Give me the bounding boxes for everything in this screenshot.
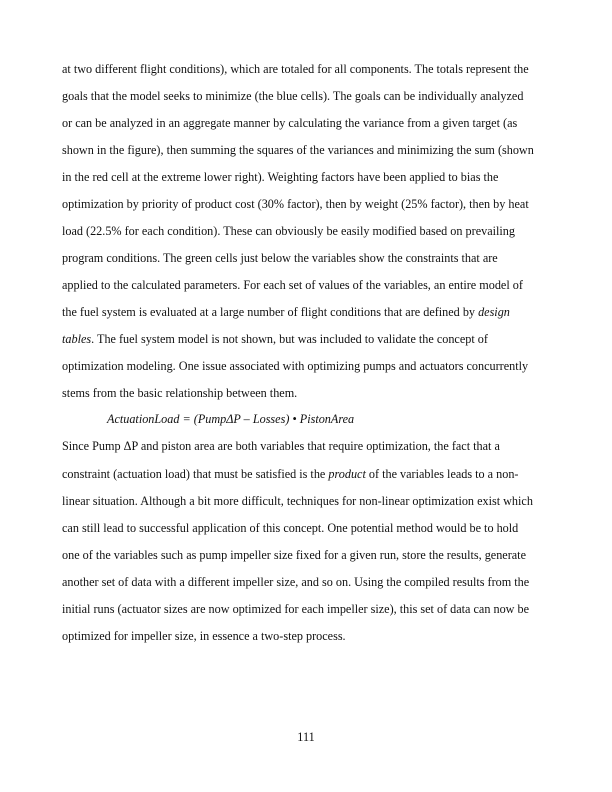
text-line: applied to the calculated parameters. For each set of values of the variables, an entire model of — [62, 278, 523, 292]
text-line: goals that the model seeks to minimize (the blue cells). The goals can be individually analyzed — [62, 89, 524, 103]
text-line: optimized for impeller size, in essence a two-step process. — [62, 629, 346, 643]
text-line — [62, 467, 518, 481]
text-span: the fuel system is evaluated at a large number of flight conditions that are defined by — [62, 305, 479, 319]
emphasis-product: product — [328, 467, 366, 481]
text-line: Since Pump ΔP and piston area are both variables that require optimization, the fact that a — [62, 439, 500, 453]
text-line: can still lead to successful application of this concept. One potential method would be to hold — [62, 521, 519, 535]
page-number: 111 — [297, 730, 315, 744]
text-line: optimization modeling. One issue associated with optimizing pumps and actuators concurrently — [62, 359, 529, 373]
text-line: one of the variables such as pump impeller size fixed for a given run, store the results, generate — [62, 548, 526, 562]
text-line: linear situation. Although a bit more difficult, techniques for non-linear optimization exist which — [62, 494, 533, 508]
text-line: another set of data with a different impeller size, and so on. Using the compiled results from the — [62, 575, 530, 589]
text-line: load (22.5% for each condition). These can obviously be easily modified based on prevailing — [62, 224, 515, 238]
text-line: shown in the figure), then summing the squares of the variances and minimizing the sum (shown — [62, 143, 534, 157]
text-line: program conditions. The green cells just below the variables show the constraints that are — [62, 251, 498, 265]
text-line — [62, 332, 488, 346]
text-line: in the red cell at the extreme lower right). Weighting factors have been applied to bias the — [62, 170, 499, 184]
text-line — [62, 305, 510, 319]
text-line: initial runs (actuator sizes are now optimized for each impeller size), this set of data can now be — [62, 602, 530, 616]
text-span: . The fuel system model is not shown, but was included to validate the concept of — [91, 332, 488, 346]
emphasis-tables: tables — [62, 332, 92, 346]
emphasis-design: design — [478, 305, 510, 319]
text-line: or can be analyzed in an aggregate manner by calculating the variance from a given target (as — [62, 116, 518, 130]
text-line: optimization by priority of product cost (30% factor), then by weight (25% factor), then by heat — [62, 197, 529, 211]
text-line: stems from the basic relationship between them. — [62, 386, 298, 400]
text-span: of the variables leads to a non- — [365, 467, 519, 481]
text-line: at two different flight conditions), which are totaled for all components. The totals represent the — [62, 62, 529, 76]
actuation-load-equation: ActuationLoad = (PumpΔP – Losses) • PistonArea — [107, 412, 355, 426]
text-span: constraint (actuation load) that must be satisfied is the — [62, 467, 329, 481]
